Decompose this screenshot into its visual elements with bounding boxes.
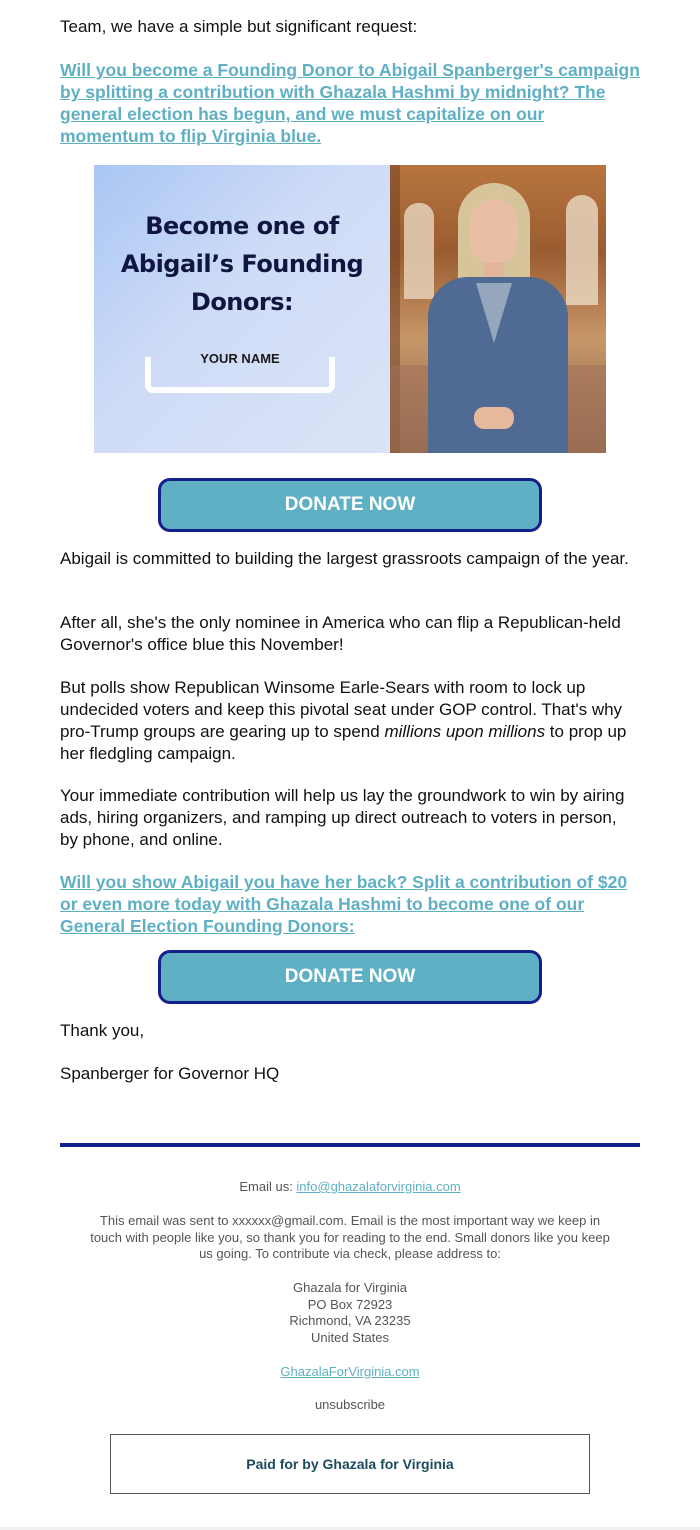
background-window xyxy=(566,195,598,305)
donate-now-button[interactable]: DONATE NOW xyxy=(158,950,542,1004)
signoff-text: Thank you, xyxy=(60,1021,145,1040)
hero-title xyxy=(94,207,390,321)
paragraph-grassroots: Abigail is committed to building the largest grassroots campaign of the year. xyxy=(60,549,629,568)
address-line: PO Box 72923 xyxy=(307,1296,393,1312)
paragraph-only-nominee: After all, she's the only nominee in America who can flip a Republican-held Governor's office blue this November! xyxy=(60,613,621,654)
footer-email-line xyxy=(60,1179,640,1196)
address-line: Richmond, VA 23235 xyxy=(289,1313,411,1328)
footer-notice: This email was sent to xxxxxx@gmail.com. Email is the most important way we keep in touch with people like you, so thank you for reading to the end. Small donors like you keep us going. To contribute via check, please address to: xyxy=(90,1213,610,1261)
name-placeholder-text: YOUR NAME xyxy=(200,351,280,366)
footer-website xyxy=(60,1364,640,1381)
footer-email-link[interactable]: info@ghazalaforvirginia.com xyxy=(296,1179,461,1194)
paragraph-polls-a: But polls show Republican Winsome Earle-Sears with room to lock up undecided voters and keep this pivotal seat under GOP control. That's why pro-Trump groups are gearing up to spend xyxy=(60,678,623,741)
name-placeholder-box xyxy=(145,351,335,393)
paragraph-polls xyxy=(60,677,630,765)
paid-for-disclaimer: Paid for by Ghazala for Virginia xyxy=(110,1434,590,1494)
candidate-photo xyxy=(390,165,606,453)
footer-address xyxy=(60,1280,640,1346)
hero-title-line: Donors: xyxy=(190,288,294,316)
intro-text: Team, we have a simple but significant request: xyxy=(60,17,418,36)
paragraph-contribution: Your immediate contribution will help us lay the groundwork to win by airing ads, hiring organizers, and ramping up direct outreach to voters in person, by phone, and online. xyxy=(60,786,625,849)
footer-email-label: Email us: xyxy=(239,1179,297,1194)
hero-title-line: Abigail’s Founding xyxy=(120,250,364,278)
footer-unsubscribe xyxy=(60,1397,640,1414)
footer-website-link[interactable]: GhazalaForVirginia.com xyxy=(280,1364,420,1379)
person-face xyxy=(470,199,518,263)
address-line: Ghazala for Virginia xyxy=(293,1280,407,1295)
hero-graphic-panel xyxy=(94,165,390,453)
donate-now-button[interactable]: DONATE NOW xyxy=(158,478,542,532)
founding-donor-link[interactable]: Will you become a Founding Donor to Abigail Spanberger's campaign by splitting a contribution with Ghazala Hashmi by midnight? The general election has begun, and we must capitalize on our momentum to flip Virginia blue. xyxy=(60,60,640,146)
signature-text: Spanberger for Governor HQ xyxy=(60,1064,280,1083)
address-line: United States xyxy=(310,1329,390,1345)
hero-image[interactable] xyxy=(94,165,606,453)
background-window xyxy=(404,203,434,299)
unsubscribe-link[interactable]: unsubscribe xyxy=(314,1397,386,1412)
footer-divider xyxy=(60,1143,640,1147)
paragraph-polls-b: to prop up her fledgling campaign. xyxy=(60,722,627,763)
paragraph-polls-emphasis: millions upon millions xyxy=(384,722,546,741)
person-hands xyxy=(474,407,514,429)
split-contribution-link[interactable]: Will you show Abigail you have her back? Split a contribution of $20 or even more today with Ghazala Hashmi to become one of our General Election Founding Donors: xyxy=(60,872,628,936)
hero-title-line: Become one of xyxy=(145,212,339,240)
